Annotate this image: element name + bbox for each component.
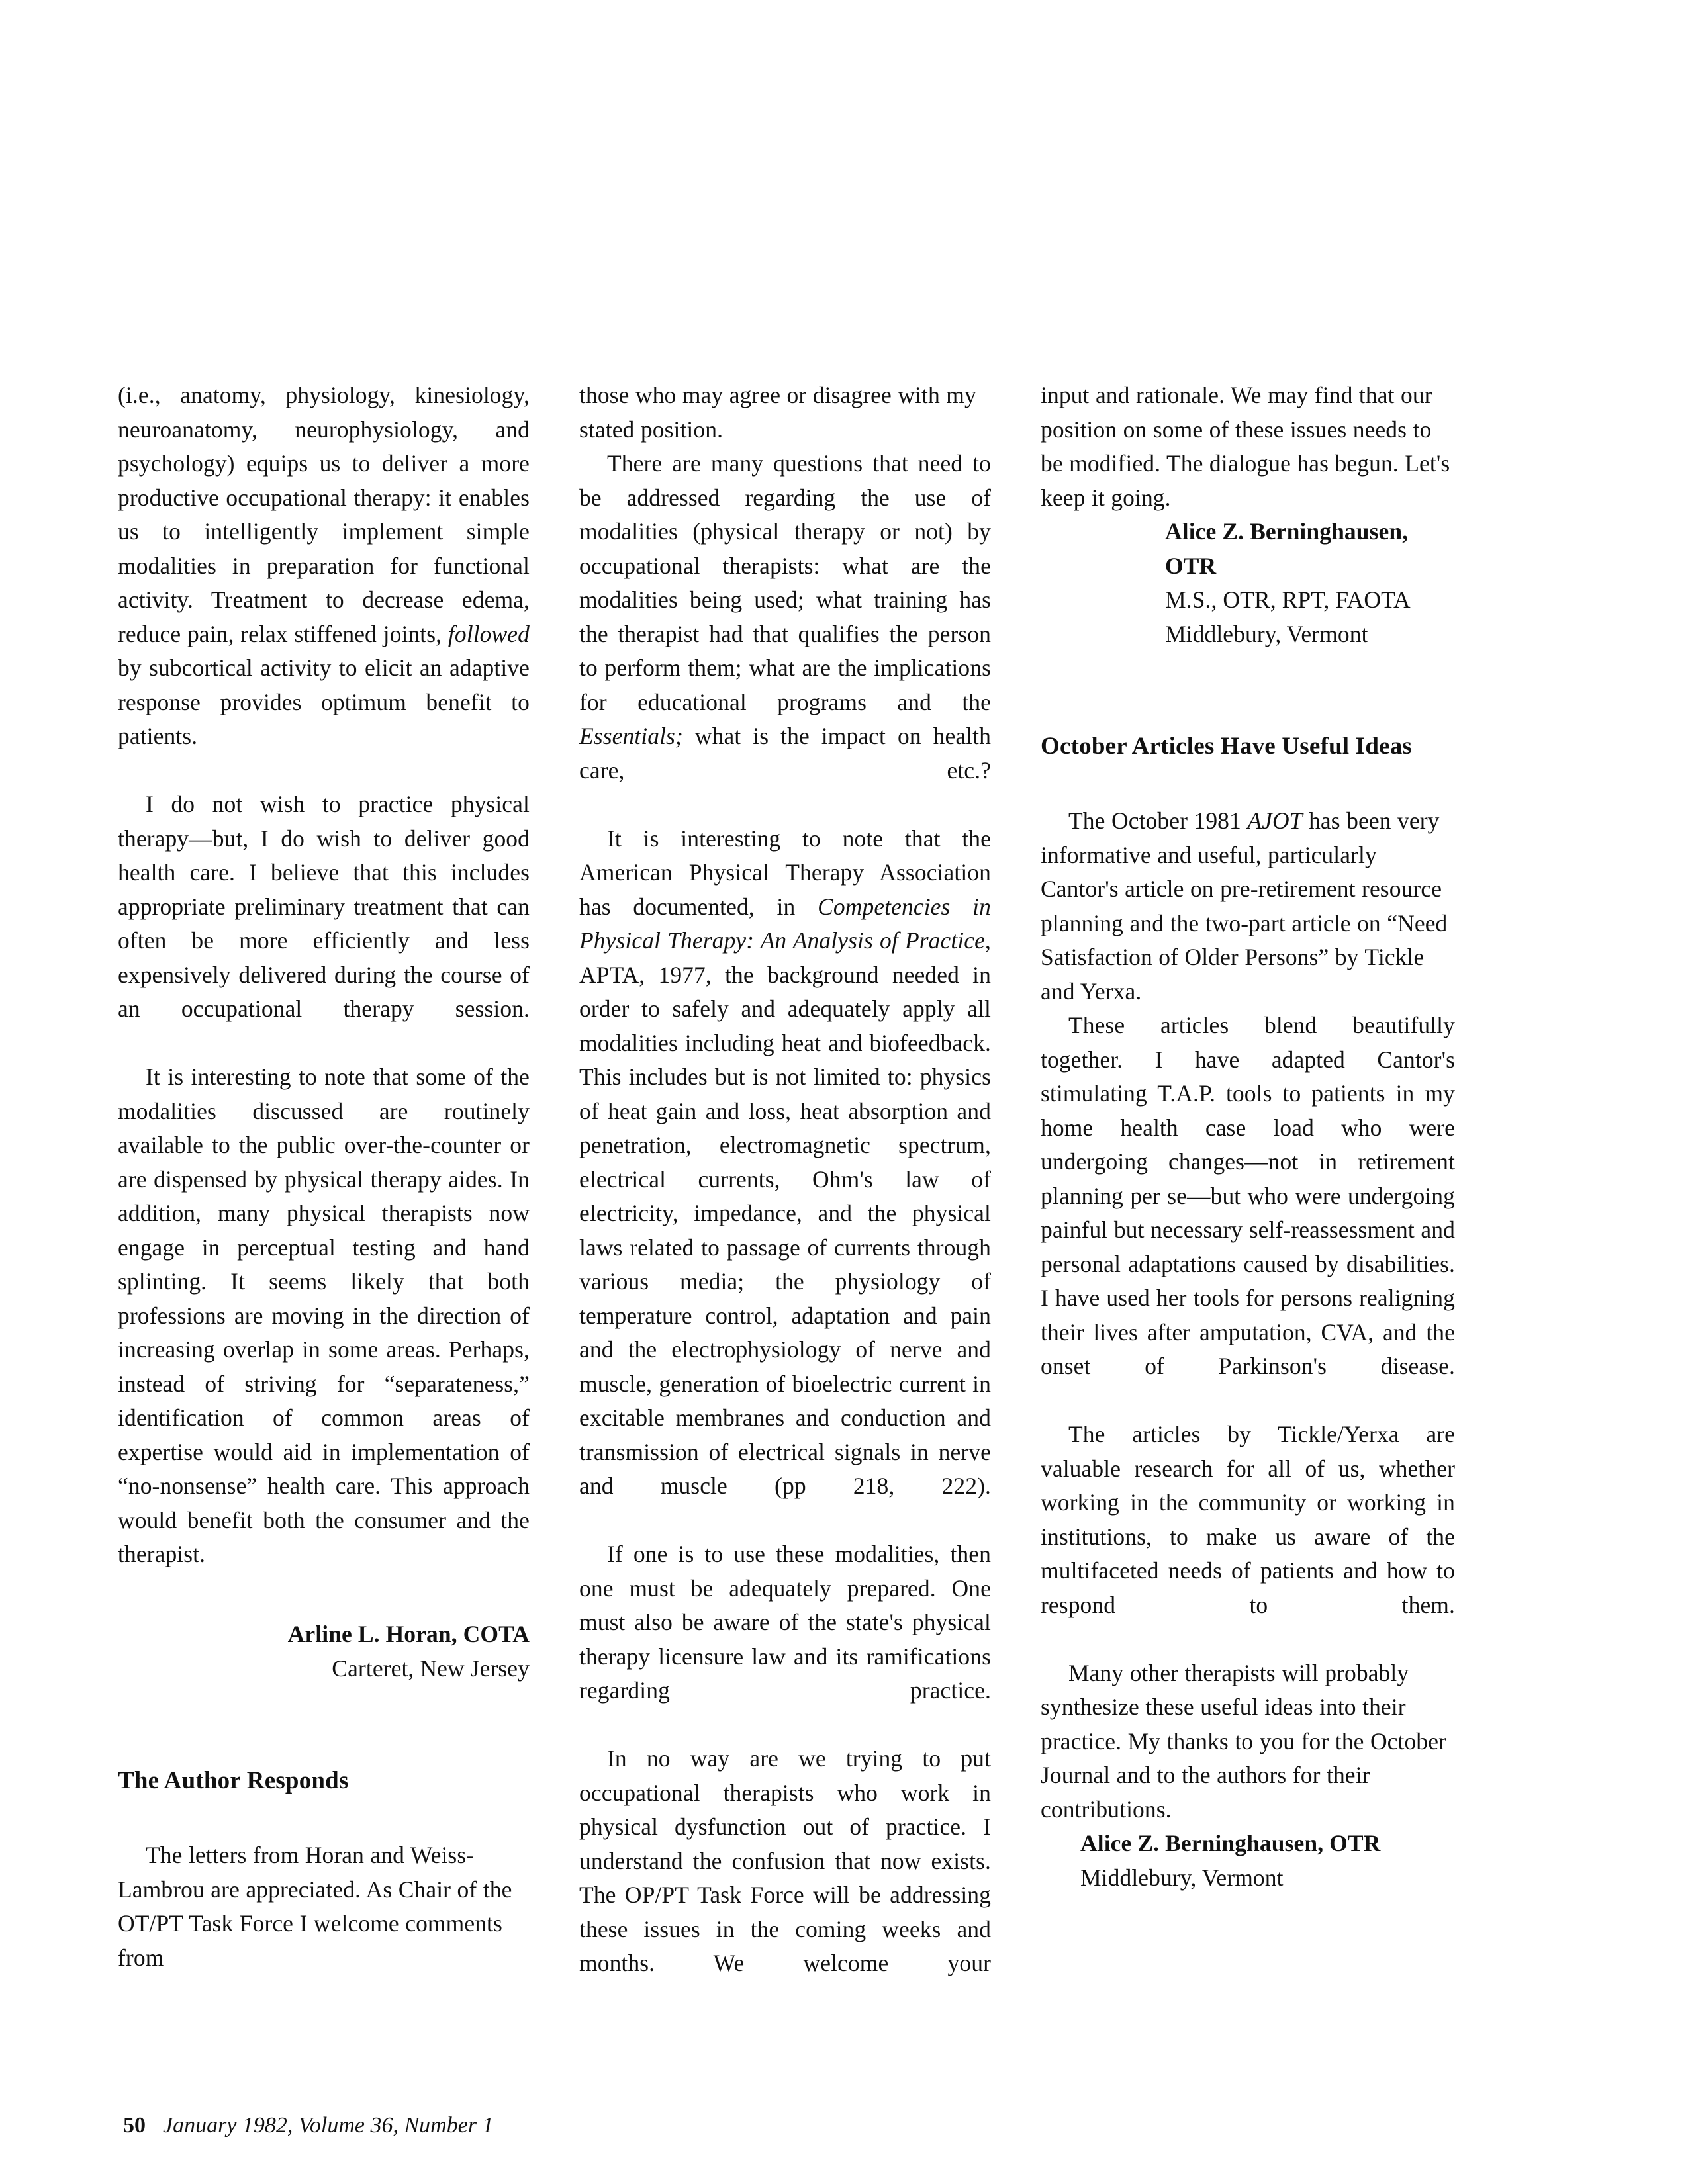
signature-name-huss: Alice Z. Berninghausen, OTR [1165,518,1409,579]
paragraph-col3-1-text-a: The October 1981 [1068,807,1248,834]
spacer [118,1606,530,1617]
paragraph-col1-4: The letters from Horan and Weiss-Lambrou are appreciated. As Chair of the OT/PT Task Force I welcome comments from [118,1842,512,1971]
spacer [118,1686,530,1764]
paragraph-col2-1 [579,447,991,822]
heading-october-articles: October Articles Have Useful Ideas [1041,733,1413,760]
paragraph-col2-2-text-b: , APTA, 1977, the background needed in order to safely and adequately apply all modalities including heat and biofeedback. This includes but is not limited to: physics of heat gain and loss, heat absorption and penetration, electromagnetic spectrum, electrical currents, Ohm's law of electricity, impedance, and the physical laws related to passage of currents through various media; the physiology of temperature control, adaptation and pain and the electrophysiology of nerve and muscle, generation of bioelectric current in excitable membranes and conduction and transmission of electrical signals in nerve and muscle (pp 218, 222). [579,927,991,1499]
paragraph-col3-2: These articles blend beautifully together. I have adapted Cantor's stimulating T.A.P. tools to patients in my home health case load who were undergoing changes—not in retirement planning per se—but who were undergoing painful but necessary self-reassessment and personal adaptations caused by disabilities. I have used her tools for persons realigning their lives after amputation, CVA, and the onset of Parkinson's disease. [1041,1012,1455,1379]
paragraph-col2-1-title: Essentials; [579,723,683,749]
paragraph-col2-1-text-b: what is the impact on health care, etc.? [579,723,991,784]
paragraph-col1-1-emphasis: followed [447,620,530,647]
signature-location-horan: Carteret, New Jersey [332,1655,530,1682]
signature-location-huss: Middlebury, Vermont [1165,620,1368,647]
paragraph-col2-continuation: those who may agree or disagree with my stated position. [579,382,976,443]
paragraph-col2-3: If one is to use these modalities, then one must be adequately prepared. One must also be aware of the state's physical therapy licensure law and its ramifications regarding practice. [579,1541,991,1704]
paragraph-col1-1-text-b: by subcortical activity to elicit an adaptive response provides optimum benefit to patients. [118,655,530,749]
signature-credentials-huss: M.S., OTR, RPT, FAOTA [1165,586,1411,613]
column-one [118,379,530,1975]
paragraph-col1-1-text-a: (i.e., anatomy, physiology, kinesiology, neuroanatomy, neurophysiology, and psychology) equips us to deliver a more productive occupational therapy: it enables us to intelligently implement simple modalities in preparation for functional activity. Treatment to decrease edema, reduce pain, relax stiffened joints, [118,382,530,647]
paragraph-col2-2-title: Competencies in Physical Therapy: An Analysis of Practice [579,893,991,954]
signature-name-horan: Arline L. Horan, COTA [287,1621,530,1647]
paragraph-col3-1-journal-abbr: AJOT [1247,807,1303,834]
paragraph-col2-4: In no way are we trying to put occupational therapists who work in physical dysfunction out of practice. I understand the confusion that now exists. The OP/PT Task Force will be addressing these issues in the coming weeks and months. We welcome your [579,1745,991,1976]
column-three [1041,379,1455,1895]
signature-location-berninghausen: Middlebury, Vermont [1080,1864,1284,1891]
paragraph-col1-3: It is interesting to note that some of the modalities discussed are routinely available to the public over-the-counter or are dispensed by physical therapy aides. In addition, many physical therapists now engage in perceptual testing and hand splinting. It seems likely that both professions are moving in the direction of increasing overlap in some areas. Perhaps, instead of striving for “separateness,” identification of common areas of expertise would aid in implementation of “no-nonsense” health care. This approach would benefit both the consumer and the therapist. [118,1064,530,1567]
paragraph-col1-1 [118,379,530,788]
paragraph-col3-continuation: input and rationale. We may find that our position on some of these issues needs to be modified. The dialogue has begun. Let's keep it going. [1041,382,1450,511]
three-column-layout [118,379,1455,2020]
paragraph-col1-2: I do not wish to practice physical therapy—but, I do wish to deliver good health care. I believe that this includes appropriate preliminary treatment that can often be more efficiently and less expensively delivered during the course of an occupational therapy session. [118,791,530,1022]
page-footer [123,2113,494,2139]
spacer [118,1797,530,1839]
spacer [1041,763,1455,804]
heading-the-author-responds: The Author Responds [118,1767,349,1794]
paragraph-col3-3: The articles by Tickle/Yerxa are valuable research for all of us, whether working in the community or working in institutions, to make us aware of the multifaceted needs of patients and how to respond to them. [1041,1421,1455,1618]
paragraph-col3-1-text-b: has been very informative and useful, particularly Cantor's article on pre-retirement resource planning and the two-part article on “Need Satisfaction of Older Persons” by Tickle and Yerxa. [1041,807,1448,1005]
paragraph-col2-1-text-a: There are many questions that need to be addressed regarding the use of modalities (physical therapy or not) by occupational therapists: what are the modalities being used; what training has the therapist had that qualifies the person to perform them; what are the implications for educational programs and the [579,450,991,715]
column-two [579,379,991,2015]
paragraph-col3-1 [1041,804,1455,1009]
paragraph-col2-2-text-a: It is interesting to note that the American Physical Therapy Association has documented, in [579,825,991,920]
signature-name-berninghausen: Alice Z. Berninghausen, OTR [1080,1830,1381,1856]
footer-page-number: 50 [123,2113,146,2138]
paragraph-col2-2 [579,822,991,1538]
footer-citation: January 1982, Volume 36, Number 1 [163,2113,494,2138]
spacer [1041,651,1455,729]
paragraph-col3-4: Many other therapists will probably synthesize these useful ideas into their practice. My thanks to you for the October Journal and to the authors for their contributions. [1041,1659,1446,1823]
